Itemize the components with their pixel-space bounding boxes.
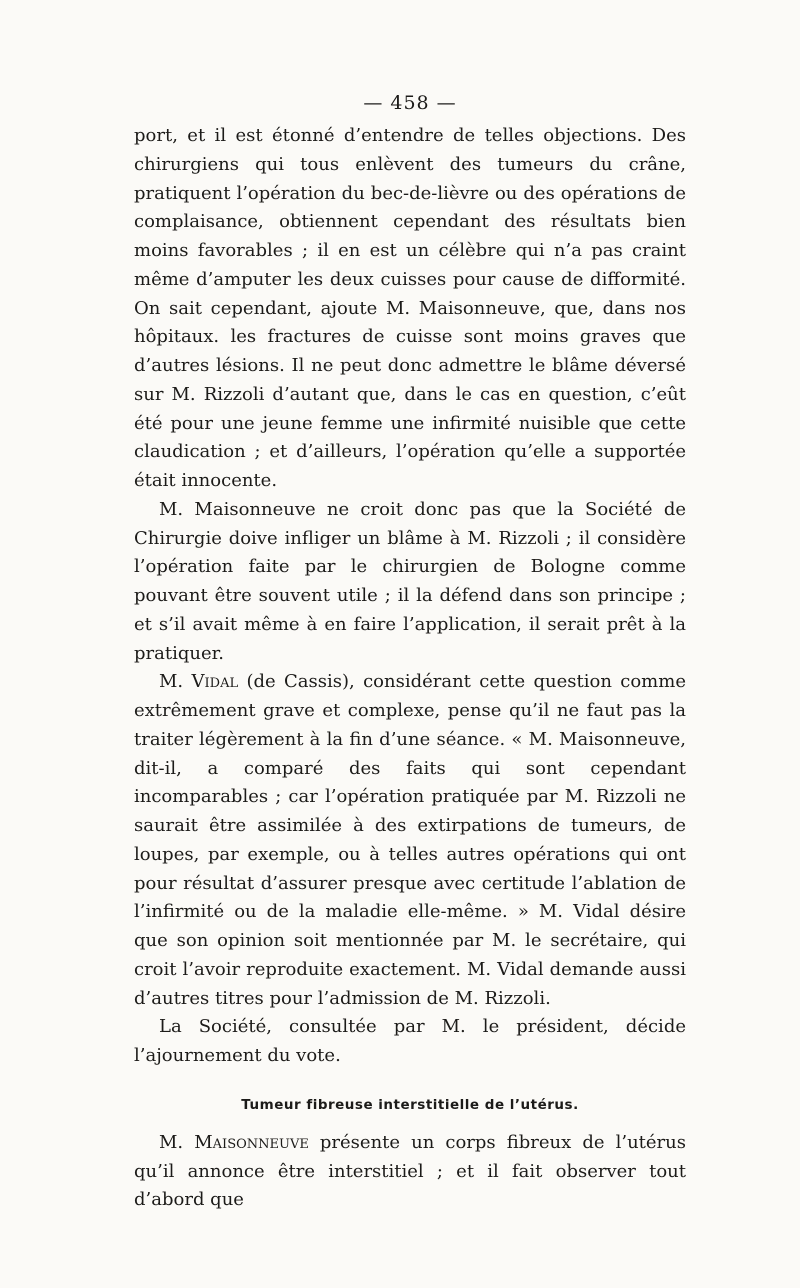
speaker-name: Vidal [191,671,239,693]
page-number: — 458 — [363,92,457,114]
speaker-prefix: M. [159,671,184,693]
body-text [134,122,686,1215]
section-heading: Tumeur fibreuse interstitielle de l’utérus. [241,1096,579,1113]
paragraph-3-text: (de Cassis), considérant cette question comme extrêmement grave et complexe, pense qu’il ne faut pas la traiter légèrement à la fin d’une séance. « M. Maisonneuve, dit-il, a comparé des faits qui sont cependant incomparables ; car l’opération pratiquée par M. Rizzoli ne saurait être assimilée à des extirpations de tumeurs, de loupes, par exemple, ou à telles autres opérations qui ont pour résultat d’assurer presque avec certitude l’ablation de l’infirmité ou de la maladie elle-même. » M. Vidal désire que son opinion soit mentionnée par M. le secrétaire, qui croit l’avoir reproduite exactement. M. Vidal demande aussi d’autres titres pour l’admission de M. Rizzoli. [134,671,686,1009]
book-page [134,88,686,1215]
paragraph-1: port, et il est étonné d’entendre de telles objections. Des chirurgiens qui tous enlèvent des tumeurs du crâne, pratiquent l’opération du bec-de-lièvre ou des opérations de complaisance, obtiennent cependant des résultats bien moins favorables ; il en est un célèbre qui n’a pas craint même d’amputer les deux cuisses pour cause de difformité. On sait cependant, ajoute M. Maisonneuve, que, dans nos hôpitaux. les fractures de cuisse sont moins graves que d’autres lésions. Il ne peut donc admettre le blâme déversé sur M. Rizzoli d’autant que, dans le cas en question, c’eût été pour une jeune femme une infirmité nuisible que cette claudication ; et d’ailleurs, l’opération qu’elle a supportée était innocente. [134,125,686,491]
closing-paragraph-text: présente un corps fibreux de l’utérus qu’il annonce être interstitiel ; et il fait observer tout d’abord que [134,1131,686,1211]
paragraph-3 [134,668,686,1013]
closing-paragraph [134,1129,686,1215]
closing-speaker-name: Maisonneuve [194,1131,309,1153]
paragraph-4: La Société, consultée par M. le président, décide l’ajournement du vote. [134,1016,686,1066]
paragraph-2: M. Maisonneuve ne croit donc pas que la Société de Chirurgie doive infliger un blâme à M. Rizzoli ; il considère l’opération faite par le chirurgien de Bologne comme pouvant être souvent utile ; il la défend dans son principe ; et s’il avait même à en faire l’application, il serait prêt à la pratiquer. [134,498,686,664]
closing-speaker-prefix: M. [159,1131,184,1153]
